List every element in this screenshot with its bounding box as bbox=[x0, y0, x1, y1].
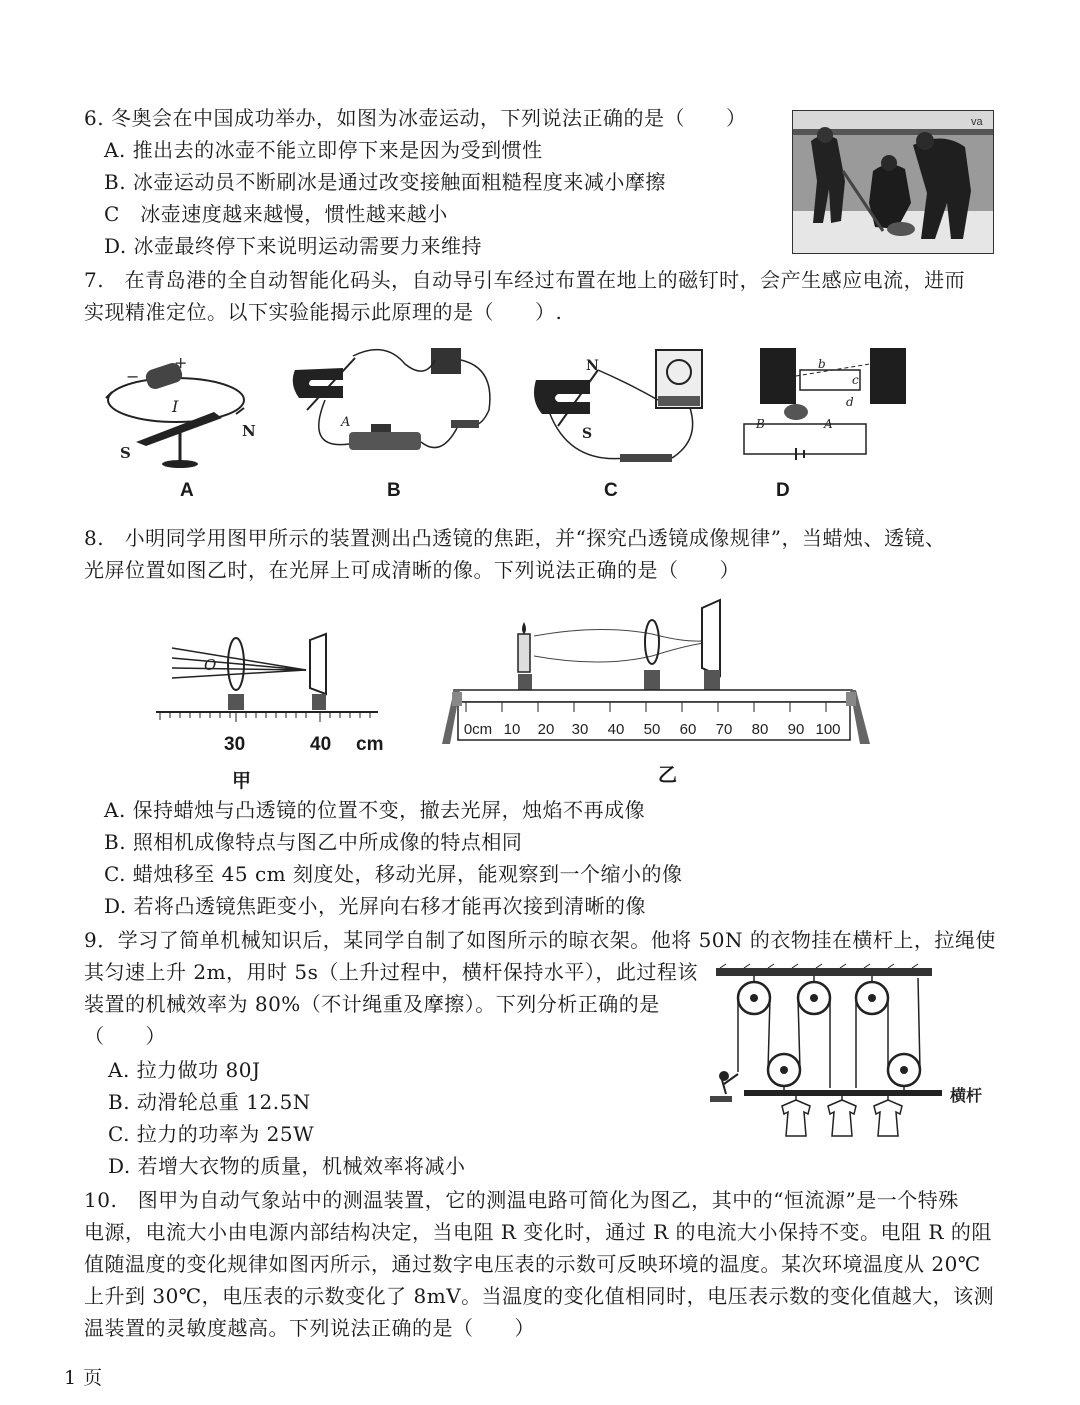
fig-a-north: N bbox=[242, 422, 256, 440]
q7-figure-c bbox=[530, 340, 710, 470]
fig-c-south: S bbox=[582, 426, 593, 442]
yi-tick-30: 30 bbox=[571, 721, 589, 738]
yi-tick-50: 50 bbox=[643, 721, 661, 738]
q8-option-c: C. 蜡烛移至 45 cm 刻度处，移动光屏，能观察到一个缩小的像 bbox=[104, 862, 683, 886]
q7-label-a: A bbox=[180, 480, 194, 501]
q8-option-d: D. 若将凸透镜焦距变小，光屏向右移才能再次接到清晰的像 bbox=[104, 894, 647, 918]
q9-stem-line3: 装置的机械效率为 80%（不计绳重及摩擦）。下列分析正确的是 bbox=[84, 992, 660, 1016]
q10-line3: 值随温度的变化规律如图丙所示，通过数字电压表的示数可反映环境的温度。某次环境温度从 20℃ bbox=[84, 1252, 981, 1276]
q9-stem-line2: 其匀速上升 2m，用时 5s（上升过程中，横杆保持水平），此过程该 bbox=[84, 960, 698, 984]
yi-tick-60: 60 bbox=[679, 721, 697, 738]
fig-d-b: B bbox=[756, 417, 765, 431]
q7-stem-line2: 实现精准定位。以下实验能揭示此原理的是（ ）. bbox=[84, 300, 563, 324]
q7-label-c: C bbox=[604, 480, 618, 501]
q10-line2: 电源，电流大小由电源内部结构决定，当电阻 R 变化时，通过 R 的电流大小保持不变。电阻 R 的阻 bbox=[84, 1220, 992, 1244]
q8-option-b: B. 照相机成像特点与图乙中所成像的特点相同 bbox=[104, 830, 523, 854]
q7-figure-b bbox=[285, 340, 505, 470]
yi-tick-100: 100 bbox=[815, 721, 841, 738]
q8-figure-yi bbox=[430, 598, 890, 758]
fig-jia-caption: 甲 bbox=[232, 771, 252, 792]
fig-b-a: A bbox=[341, 415, 351, 430]
fig-a-current: I bbox=[172, 397, 179, 416]
fig-c-north: N bbox=[586, 358, 599, 374]
fig-d-d: d bbox=[846, 395, 854, 409]
yi-tick-10: 10 bbox=[503, 721, 521, 738]
fig-a-south: S bbox=[120, 444, 131, 462]
page-number: 1 页 bbox=[64, 1367, 103, 1389]
fig-jia-o: O bbox=[204, 656, 217, 674]
q9-option-d: D. 若增大衣物的质量，机械效率将减小 bbox=[108, 1154, 466, 1178]
q7-label-d: D bbox=[776, 480, 790, 501]
fig-d-a: A bbox=[824, 417, 833, 431]
yi-tick-20: 20 bbox=[537, 721, 555, 738]
q9-stem-line4: （ ） bbox=[84, 1024, 166, 1048]
fig-yi-caption: 乙 bbox=[658, 765, 678, 786]
q9-pulley-figure bbox=[704, 964, 994, 1144]
q8-stem-line1: 8. 小明同学用图甲所示的装置测出凸透镜的焦距，并“探究凸透镜成像规律”，当蜡烛、透镜、 bbox=[84, 526, 946, 550]
q8-figure-jia bbox=[150, 632, 390, 722]
curling-photo bbox=[792, 110, 994, 254]
q10-line5: 温装置的灵敏度越高。下列说法正确的是（ ） bbox=[84, 1316, 535, 1340]
fig-a-minus: − bbox=[126, 367, 140, 386]
q6-option-a: A. 推出去的冰壶不能立即停下来是因为受到惯性 bbox=[104, 138, 543, 162]
fig-d-b-lower: b bbox=[818, 357, 826, 371]
fig-jia-tick-40: 40 bbox=[310, 734, 332, 755]
yi-tick-70: 70 bbox=[715, 721, 733, 738]
q9-option-c: C. 拉力的功率为 25W bbox=[108, 1122, 315, 1146]
q7-label-b: B bbox=[387, 480, 401, 501]
q7-figure-a bbox=[96, 350, 266, 490]
q8-option-a: A. 保持蜡烛与凸透镜的位置不变，撤去光屏，烛焰不再成像 bbox=[104, 798, 646, 822]
fig-d-c: c bbox=[852, 373, 859, 387]
bar-label: 横杆 bbox=[950, 1088, 983, 1105]
q6-option-b: B. 冰壶运动员不断刷冰是通过改变接触面粗糙程度来减小摩擦 bbox=[104, 170, 666, 194]
yi-tick-80: 80 bbox=[751, 721, 769, 738]
q9-stem-line1: 9．学习了简单机械知识后，某同学自制了如图所示的晾衣架。他将 50N 的衣物挂在横杆上，拉绳使 bbox=[84, 928, 996, 952]
q10-line4: 上升到 30℃，电压表的示数变化了 8mV。当温度的变化值相同时，电压表示数的变化值越大，该测 bbox=[84, 1284, 995, 1308]
fig-a-plus: + bbox=[174, 353, 188, 372]
fig-jia-unit: cm bbox=[356, 734, 384, 755]
fig-jia-tick-30: 30 bbox=[224, 734, 246, 755]
q6-stem: 6. 冬奥会在中国成功举办，如图为冰壶运动，下列说法正确的是（ ） bbox=[84, 106, 747, 130]
q8-stem-line2: 光屏位置如图乙时，在光屏上可成清晰的像。下列说法正确的是（ ） bbox=[84, 558, 740, 582]
q6-option-c: C 冰壶速度越来越慢，惯性越来越小 bbox=[104, 202, 448, 226]
q9-option-b: B. 动滑轮总重 12.5N bbox=[108, 1090, 311, 1114]
yi-tick-40: 40 bbox=[607, 721, 625, 738]
photo-watermark: va bbox=[971, 116, 983, 128]
yi-tick-90: 90 bbox=[787, 721, 805, 738]
q10-line1: 10. 图甲为自动气象站中的测温装置，它的测温电路可简化为图乙，其中的“恒流源”是一个特殊 bbox=[84, 1188, 959, 1212]
q7-stem-line1: 7. 在青岛港的全自动智能化码头，自动导引车经过布置在地上的磁钉时，会产生感应电流，进而 bbox=[84, 268, 966, 292]
q7-figure-d bbox=[740, 340, 920, 470]
yi-tick-0: 0cm bbox=[463, 721, 493, 738]
q6-option-d: D. 冰壶最终停下来说明运动需要力来维持 bbox=[104, 234, 483, 258]
q9-option-a: A. 拉力做功 80J bbox=[108, 1058, 261, 1082]
